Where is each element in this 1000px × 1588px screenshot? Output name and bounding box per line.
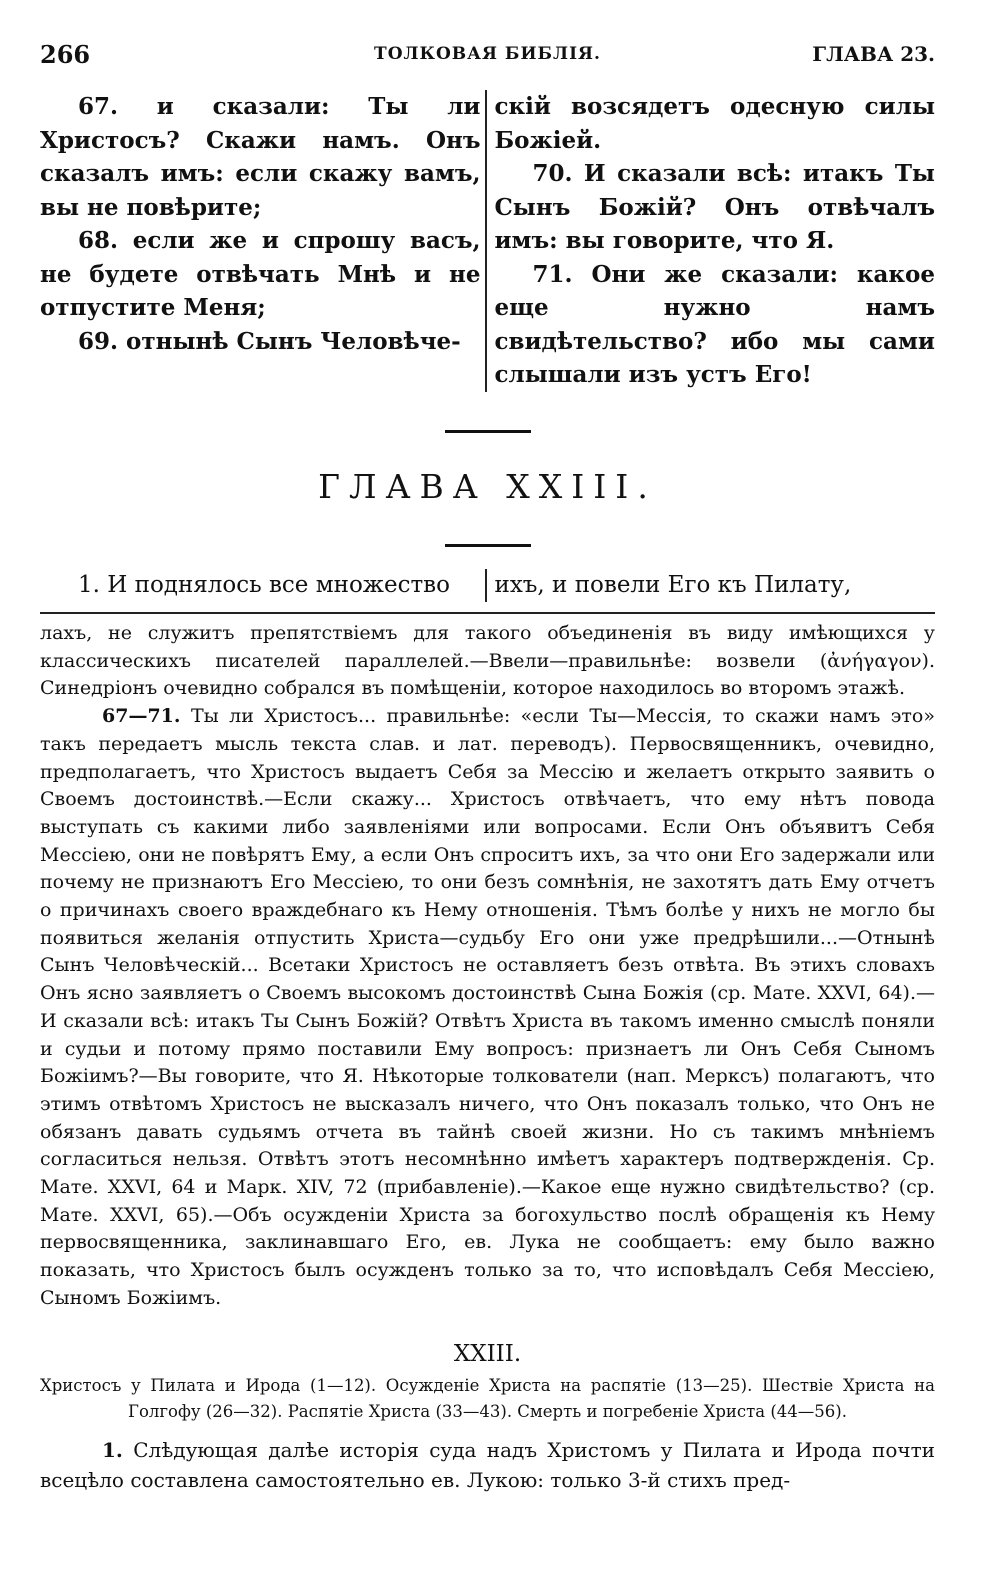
verse-1-right-text: ихъ, и повели Его къ Пилату, — [494, 571, 852, 598]
commentary — [40, 620, 935, 1313]
page-number: 266 — [40, 40, 91, 69]
commentary-verse-range: 67—71. — [102, 705, 181, 728]
running-header — [40, 30, 935, 74]
page — [40, 30, 935, 1515]
commentary-paragraph: лахъ, не служитъ препятствiемъ для такого объединенiя въ виду имѣющихся у классическихъ писателей параллелей.—Ввели—правильнѣе: возвели (ἀνήγαγον). Синедрiонъ очевидно собрался въ помѣщенiи, которое находилось во второмъ этажѣ. — [40, 622, 935, 700]
verse-1-left — [40, 569, 487, 603]
commentary-paragraph-67-71 — [40, 703, 935, 1312]
verse-67: 67. и сказали: Ты ли Христосъ? Скажи намъ. Онъ сказалъ имъ: если скажу вамъ, вы не повѣрите; — [40, 93, 481, 221]
commentary-text: Ты ли Христосъ... правильнѣе: «если Ты—Мессiя, то скажи намъ это» такъ передаетъ мысль текста слав. и лат. переводъ). Первосвященникъ, очевидно, предполагаетъ, что Христосъ выдаетъ Себя за Мессiю и желаетъ открыто заявить о Своемъ достоинствѣ.—Если скажу... Христосъ отвѣчаетъ, что ему нѣтъ повода выступать съ какими либо заявленiями или вопросами. Если Онъ объявитъ Себя Мессiею, они не повѣрятъ Ему, а если Онъ спроситъ ихъ, за что они Его задержали или почему не признаютъ Его Мессiею, то они безъ сомнѣнiя, не захотятъ дать Ему отчетъ о причинахъ своего враждебнаго къ Нему отношенiя. Тѣмъ болѣе у нихъ не могло бы появиться желанiя отпустить Христа—судьбу Его они уже предрѣшили...—Отнынѣ Сынъ Человѣческiй... Всетаки Христосъ не оставляетъ безъ отвѣта. Въ этихъ словахъ Онъ ясно заявляетъ о Своемъ высокомъ достоинствѣ Сына Божiя (ср. Мате. XXVI, 64).—И сказали всѣ: итакъ Ты Сынъ Божiй? Отвѣтъ Христа въ такомъ именно смыслѣ поняли и судьи и потому прямо поставили Ему вопросъ: признаетъ ли Онъ Себя Сыномъ Божiимъ?—Вы говорите, что Я. Нѣкоторые толкователи (нап. Мерксъ) полагаютъ, что этимъ отвѣтомъ Христосъ не высказалъ ничего, что Онъ показалъ только, что Онъ не обязанъ давать судьямъ отчета въ тайнѣ своей жизни. Но съ такимъ мнѣнiемъ согласиться нельзя. Отвѣтъ этотъ несомнѣнно имѣетъ характеръ подтвержденiя. Ср. Мате. XXVI, 64 и Марк. XIV, 72 (прибавленiе).—Какое еще нужно свидѣтельство? (ср. Мате. XXVI, 65).—Объ осужденiи Христа за богохульство послѣ обращенiя къ Нему первосвященника, заклинавшаго Его, ев. Лука не сообщаетъ: ему было важно показать, что Христосъ былъ осужденъ только за то, что исповѣдалъ Себя Мессiею, Сыномъ Божiимъ. — [40, 705, 935, 1309]
section-summary: Христосъ у Пилата и Ирода (1—12). Осужденiе Христа на распятiе (13—25). Шествiе Христа на Голгофу (26—32). Распятiе Христа (33—43). Смерть и погребенiе Христа (44—56). — [40, 1375, 935, 1421]
section-number: XXIII. — [453, 1340, 522, 1367]
verse-69: 69. отнынѣ Сынъ Человѣче- — [78, 327, 461, 355]
verse-70: 70. И сказали всѣ: итакъ Ты Сынъ Божiй? Онъ отвѣчалъ имъ: вы говорите, что Я. — [494, 160, 935, 254]
divider-rule — [445, 544, 531, 547]
verse-71: 71. Они же сказали: какое еще нужно намъ свидѣтельство? ибо мы сами слышали изъ устъ Его! — [494, 260, 935, 388]
verse-69-continued: скiй возсядетъ одесную силы Божiей. — [494, 93, 935, 154]
commentary-paragraph-1 — [40, 1435, 935, 1495]
chapter-title: ГЛАВА XXIII. — [318, 466, 657, 506]
running-title: ТОЛКОВАЯ БИБЛIЯ. — [374, 44, 601, 64]
verse-1-right — [487, 569, 936, 603]
verse-1-left-text: 1. И поднялось все множество — [78, 571, 450, 598]
verses-ch22-block — [40, 90, 935, 392]
verses-ch23-block — [40, 569, 935, 603]
divider-rule — [445, 430, 531, 433]
commentary-text: Слѣдующая далѣе исторiя суда надъ Христомъ у Пилата и Ирода почти всецѣло составлена самостоятельно ев. Лукою: только 3-й стихъ пред- — [40, 1437, 936, 1492]
verse-68: 68. если же и спрошу васъ, не будете отвѣчать Мнѣ и не отпустите Меня; — [40, 227, 481, 321]
verses-left-column — [40, 90, 487, 392]
commentary-separator — [40, 612, 935, 614]
verse-number: 1. — [102, 1437, 123, 1462]
chapter-reference: ГЛАВА 23. — [812, 42, 935, 66]
verses-right-column — [487, 90, 936, 392]
